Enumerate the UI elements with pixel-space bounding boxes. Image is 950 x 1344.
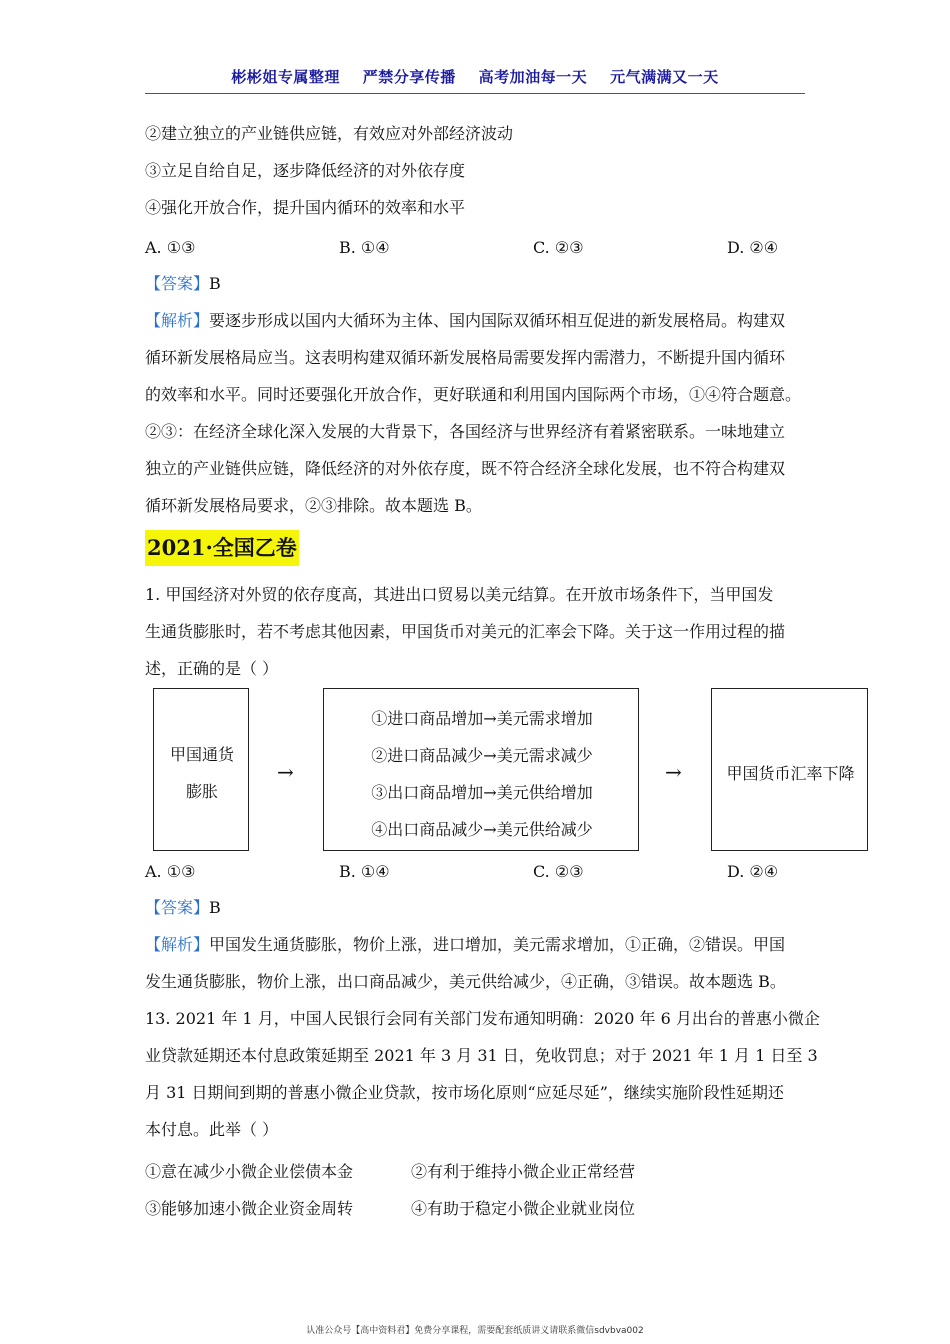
analysis-text: 甲国发生通货膨胀，物价上涨，进口增加，美元需求增加，①正确，②错误。甲国: [209, 935, 786, 954]
q1-box-options: [323, 688, 639, 851]
q1-stem-line-1: 1. 甲国经济对外贸的依存度高，其进出口贸易以美元结算。在开放市场条件下，当甲国发: [145, 585, 774, 604]
q13-stem-line-4: 本付息。此举（ ）: [145, 1120, 279, 1139]
prev-item-2: ②建立独立的产业链供应链，有效应对外部经济波动: [145, 124, 514, 143]
q1-option-a: A. ①③: [145, 862, 196, 881]
prev-item-4: ④强化开放合作，提升国内循环的效率和水平: [145, 198, 466, 217]
q13-stem-line-3: 月 31 日期间到期的普惠小微企业贷款，按市场化原则“应延尽延”，继续实施阶段性延期还: [145, 1083, 784, 1102]
box-left-line-1: 甲国通货: [169, 745, 234, 764]
q1-stem-line-3: 述，正确的是（ ）: [145, 659, 279, 678]
q1-option-c: C. ②③: [533, 862, 584, 881]
box-left-line-2: 膨胀: [185, 782, 218, 801]
answer-value: B: [209, 274, 221, 293]
analysis-text: 要逐步形成以国内大循环为主体、国内国际双循环相互促进的新发展格局。构建双: [209, 311, 786, 330]
q13-item-2: ②有利于维持小微企业正常经营: [411, 1162, 636, 1181]
answer-tag: 【答案】: [145, 274, 210, 293]
analysis-tag: 【解析】: [145, 311, 210, 330]
prev-option-c: C. ②③: [533, 238, 584, 257]
q1-stem-line-2: 生通货膨胀时，若不考虑其他因素，甲国货币对美元的汇率会下降。关于这一作用过程的描: [145, 622, 786, 641]
prev-item-3: ③立足自给自足，逐步降低经济的对外依存度: [145, 161, 466, 180]
q13-item-1: ①意在减少小微企业偿债本金: [145, 1162, 354, 1181]
q1-arrow-1: →: [277, 760, 294, 784]
box-mid-line-2: ②进口商品减少→美元需求减少: [371, 746, 593, 765]
prev-option-d: D. ②④: [727, 238, 779, 257]
q1-box-inflation: [153, 688, 249, 851]
box-right-text: 甲国货币汇率下降: [726, 764, 855, 783]
box-mid-line-4: ④出口商品减少→美元供给减少: [371, 820, 593, 839]
q13-item-3: ③能够加速小微企业资金周转: [145, 1199, 354, 1218]
prev-analysis-line-1: [145, 313, 785, 329]
q1-option-d: D. ②④: [727, 862, 779, 881]
prev-option-b: B. ①④: [339, 238, 390, 257]
q13-item-4: ④有助于稳定小微企业就业岗位: [411, 1199, 636, 1218]
section-title: 2021·全国乙卷: [145, 530, 299, 566]
prev-analysis-line-6: 循环新发展格局要求，②③排除。故本题选 B。: [145, 496, 482, 515]
q1-analysis-line-2: 发生通货膨胀，物价上涨，出口商品减少，美元供给减少，④正确，③错误。故本题选 B。: [145, 972, 786, 991]
prev-option-a: A. ①③: [145, 238, 196, 257]
box-mid-line-1: ①进口商品增加→美元需求增加: [371, 709, 593, 728]
q1-box-exchange-rate: [711, 688, 868, 851]
q1-option-b: B. ①④: [339, 862, 390, 881]
q1-analysis-line-1: [145, 937, 785, 953]
page-header: 彬彬姐专属整理 严禁分享传播 高考加油每一天 元气满满又一天: [231, 68, 719, 86]
analysis-tag: 【解析】: [145, 935, 210, 954]
q13-stem-line-1: 13. 2021 年 1 月，中国人民银行会同有关部门发布通知明确：2020 年 6 月出台的普惠小微企: [145, 1009, 820, 1028]
answer-tag: 【答案】: [145, 898, 210, 917]
page-footer: 认准公众号【高中资料君】免费分享课程，需要配套纸质讲义请联系微信sdvbva002: [306, 1326, 644, 1336]
header-divider: [145, 93, 805, 94]
prev-analysis-line-4: ②③：在经济全球化深入发展的大背景下，各国经济与世界经济有着紧密联系。一味地建立: [145, 422, 786, 441]
prev-analysis-line-3: 的效率和水平。同时还要强化开放合作，更好联通和利用国内国际两个市场，①④符合题意。: [145, 385, 802, 404]
answer-value: B: [209, 898, 221, 917]
prev-analysis-line-5: 独立的产业链供应链，降低经济的对外依存度，既不符合经济全球化发展，也不符合构建双: [145, 459, 786, 478]
prev-answer: [145, 276, 221, 292]
q1-arrow-2: →: [665, 760, 682, 784]
q1-answer: [145, 900, 221, 916]
q13-stem-line-2: 业贷款延期还本付息政策延期至 2021 年 3 月 31 日，免收罚息；对于 2021 年 1 月 1 日至 3: [145, 1046, 818, 1065]
box-mid-line-3: ③出口商品增加→美元供给增加: [371, 783, 593, 802]
prev-analysis-line-2: 循环新发展格局应当。这表明构建双循环新发展格局需要发挥内需潜力，不断提升国内循环: [145, 348, 786, 367]
